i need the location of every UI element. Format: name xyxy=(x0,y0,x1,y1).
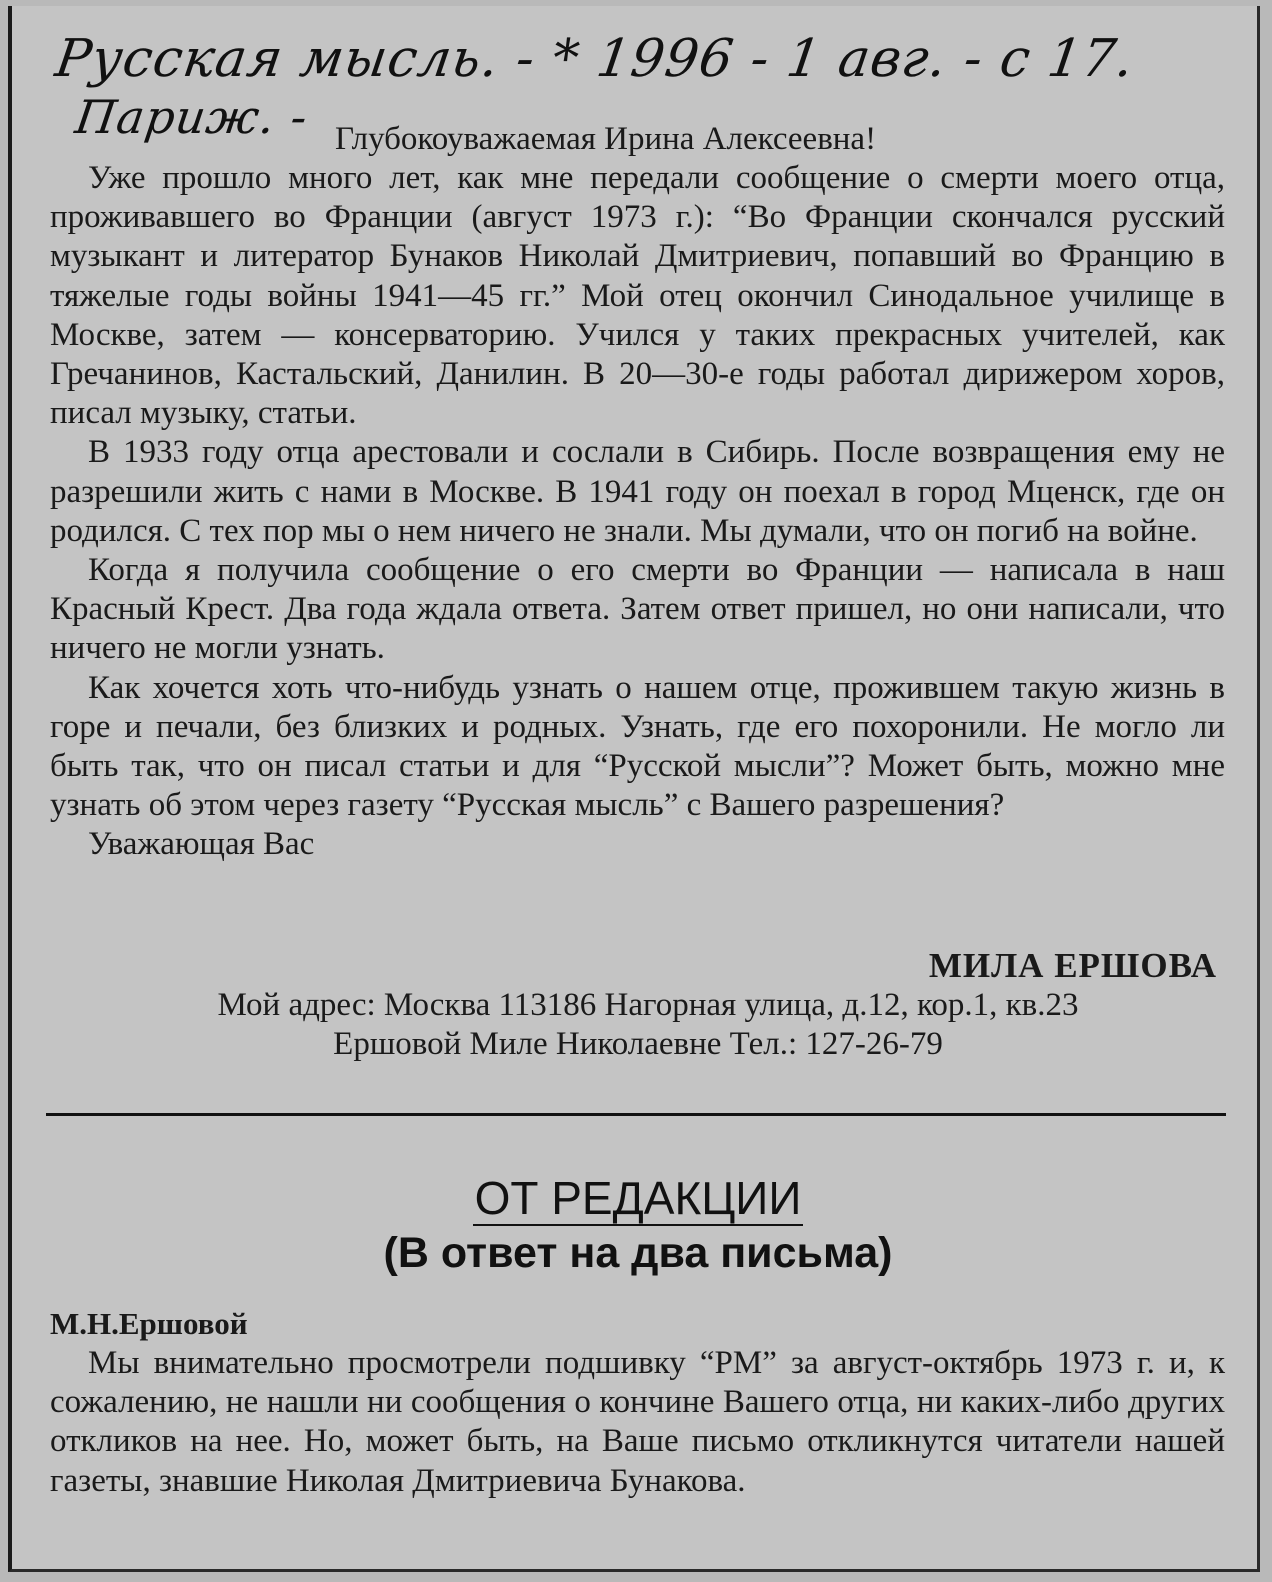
letter-greeting: Глубокоуважаемая Ирина Алексеевна! xyxy=(335,121,877,157)
handwritten-line-1: Русская мысль. - * 1996 - 1 авг. - с 17. xyxy=(51,29,1139,89)
editorial-subtitle: (В ответ на два письма) xyxy=(383,1229,893,1277)
editorial-addressee: М.Н.Ершовой xyxy=(50,1306,248,1341)
letter-paragraph: Как хочется хоть что-нибудь узнать о нашем отце, прожившем такую жизнь в горе и печали, без близких и родных. Узнать, где его похоронили. Не могло ли быть так, что он писал статьи и для “Русской мысли”? Может быть, можно мне узнать об этом через газету “Русская мысль” с Вашего разрешения? xyxy=(50,669,1225,824)
address-line-1: Мой адрес: Москва 113186 Нагорная улица, д.12, кор.1, кв.23 xyxy=(217,987,1079,1023)
letter-paragraph: Уже прошло много лет, как мне передали сообщение о смерти моего отца, проживавшего во Франции (август 1973 г.): “Во Франции скончался русский музыкант и литератор Бунаков Николай Дмитриевич, попавший во Францию в тяжелые годы войны 1941—45 гг.” Мой отец окончил Синодальное училище в Москве, затем — консерваторию. Учился у таких прекрасных учителей, как Гречанинов, Кастальский, Данилин. В 20—30-е годы работал дирижером хоров, писал музыку, статьи. xyxy=(50,160,1225,432)
editorial-paragraph: Мы внимательно просмотрели подшивку “РМ” за август-октябрь 1973 г. и, к сожалению, не нашли ни сообщения о кончине Вашего отца, ни каких-либо других откликов на нее. Но, может быть, на Ваше письмо откликнутся читатели нашей газеты, знавшие Николая Дмитриевича Бунакова. xyxy=(50,1345,1225,1499)
letter-paragraph: Когда я получила сообщение о его смерти во Франции — написала в наш Красный Крест. Два года ждала ответа. Затем ответ пришел, но они написали, что ничего не могли узнать. xyxy=(50,552,1225,667)
section-divider xyxy=(46,1113,1226,1116)
letter-body xyxy=(50,159,1225,865)
editorial-heading xyxy=(12,1172,1264,1224)
newspaper-clipping xyxy=(8,6,1260,1572)
letter-paragraph: В 1933 году отца арестовали и сослали в Сибирь. После возвращения ему не разрешили жить с нами в Москве. В 1941 году он поехал в город Мценск, где он родился. С тех пор мы о нем ничего не знали. Мы думали, что он погиб на войне. xyxy=(50,434,1225,549)
sender-address xyxy=(12,986,1264,1064)
editorial-title: ОТ РЕДАКЦИИ xyxy=(474,1172,802,1224)
letter-closing: Уважающая Вас xyxy=(88,826,315,863)
handwritten-line-2: Париж. - xyxy=(72,90,312,144)
letter-signature: МИЛА ЕРШОВА xyxy=(928,946,1217,985)
editorial-reply xyxy=(50,1344,1225,1501)
address-line-2: Ершовой Миле Николаевне Тел.: 127-26-79 xyxy=(333,1026,943,1062)
